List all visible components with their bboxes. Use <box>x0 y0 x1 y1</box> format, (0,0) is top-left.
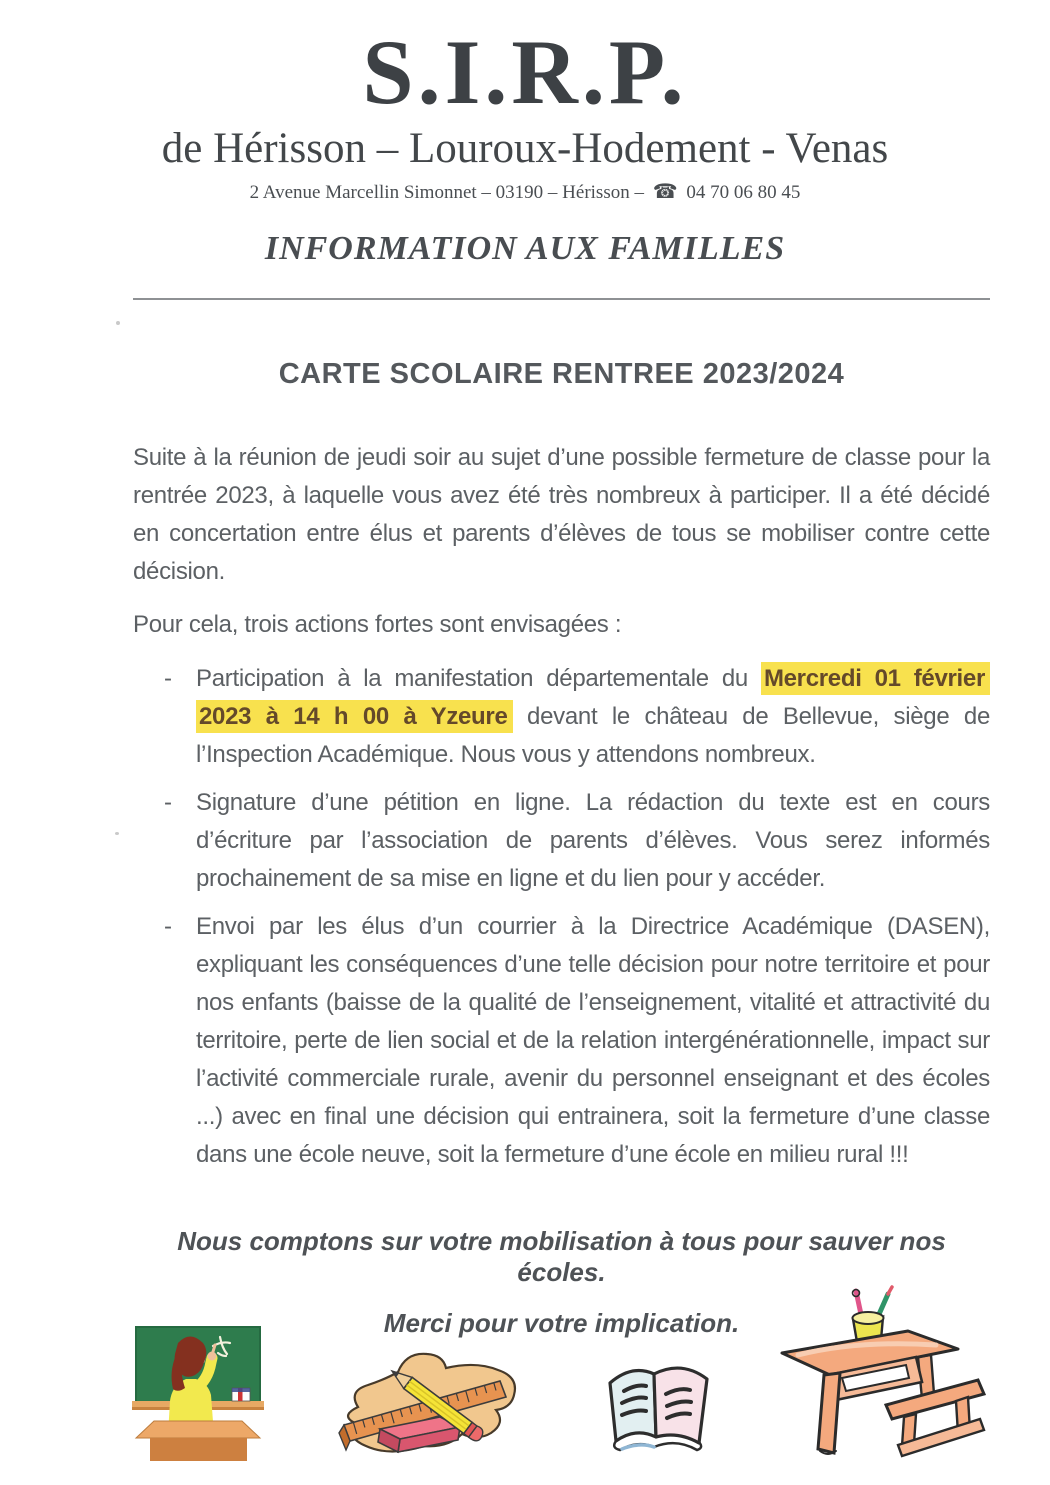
scan-speck <box>115 832 119 835</box>
address-line <box>0 179 1050 204</box>
list-item-courrier <box>133 908 990 1174</box>
telephone-icon: ☎ <box>652 180 678 203</box>
bullet-text: Signature d’une pétition en ligne. La rédaction du texte est en cours d’écriture par l’association de parents d’élèves. Vous serez informés prochainement de sa mise en ligne et du lien pour y accéder. <box>196 788 990 892</box>
street-address: 2 Avenue Marcellin Simonnet – 03190 – Hérisson – <box>249 181 644 203</box>
info-banner: INFORMATION AUX FAMILLES <box>264 229 786 267</box>
bullet-dash: - <box>164 788 172 816</box>
scan-speck <box>116 321 120 325</box>
header-divider <box>133 298 990 300</box>
closing-line-1: Nous comptons sur votre mobilisation à tous pour sauver nos écoles. <box>177 1225 946 1287</box>
closing-line-2: Merci pour votre implication. <box>383 1307 740 1338</box>
list-item-petition <box>133 784 990 898</box>
teacher-chalkboard-illustration <box>128 1317 268 1465</box>
bullet-text: Envoi par les élus d’un courrier à la Directrice Académique (DASEN), expliquant les conséquences d’une telle décision pour notre territoire et pour nos enfants (baisse de la qualité de l’enseignement, vitalité et attractivité du territoire, perte de lien social et de la relation intergénérationnelle, impact sur l’activité commerciale rurale, avenir du personnel enseignant et des écoles ...) avec en final une décision qui entrainera, soit la fermeture d’une classe dans une école neuve, soit la fermeture d’une école en milieu rural !!! <box>196 912 990 1168</box>
list-item-manifestation <box>133 660 990 774</box>
communes-line: de Hérisson – Louroux-Hodement - Venas <box>161 124 889 172</box>
clipart-row <box>0 1285 1050 1485</box>
org-name: S.I.R.P. <box>362 21 688 123</box>
open-book-illustration <box>592 1349 728 1471</box>
letterhead <box>0 0 1050 268</box>
bullet-dash: - <box>164 912 172 940</box>
intro-paragraph: Suite à la réunion de jeudi soir au sujet d’une possible fermeture de classe pour la rentrée 2023, à laquelle vous avez été très nombreux à participer. Il a été décidé en concertation entre élus et parents d’élèves de tous se mobiliser contre cette décision. <box>133 443 990 585</box>
letter-body <box>133 439 990 1174</box>
ruler-pencil-eraser-illustration <box>328 1345 524 1463</box>
document-title: CARTE SCOLAIRE RENTREE 2023/2024 <box>278 357 845 390</box>
bullet-text: Participation à la manifestation départementale du <box>196 664 761 692</box>
bullet-text: devant le château de Bellevue, siège de l’Inspection Académique. Nous vous y attendons nombreux. <box>196 702 990 768</box>
actions-list <box>133 660 990 1174</box>
bullet-dash: - <box>164 664 172 692</box>
highlighted-date: Mercredi 01 février 2023 à 14 h 00 à Yzeure <box>196 662 990 733</box>
phone-number: 04 70 06 80 45 <box>686 181 801 203</box>
school-desk-illustration <box>768 1285 990 1473</box>
actions-lead-paragraph: Pour cela, trois actions fortes sont envisagées : <box>133 610 622 638</box>
